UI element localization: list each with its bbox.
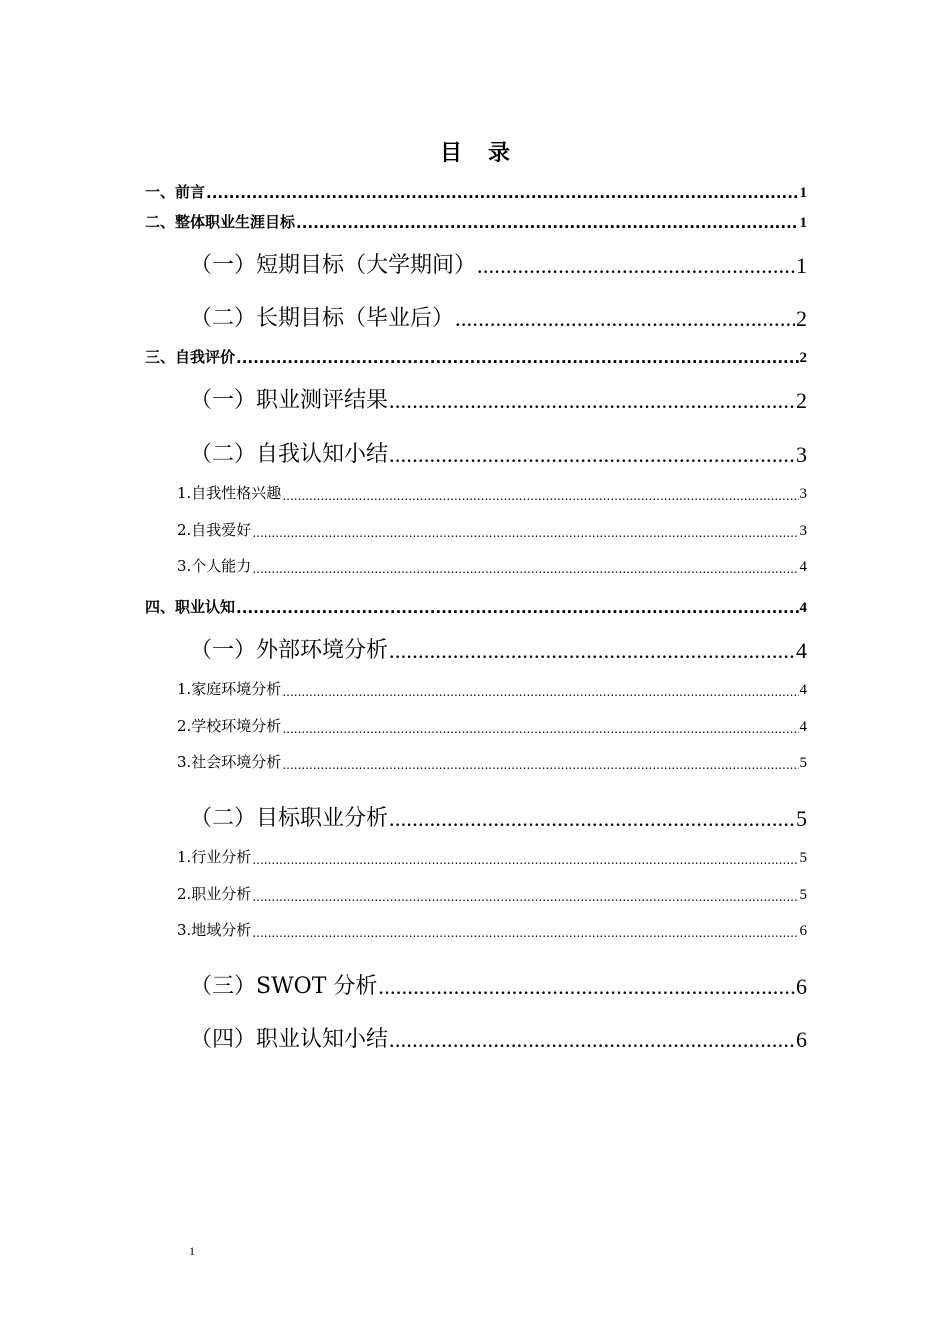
- toc-entry-label: 2.学校环境分析: [177, 717, 282, 735]
- toc-entry-page: 5: [796, 806, 807, 831]
- toc-leader-dots: [389, 442, 795, 468]
- toc-entry[interactable]: [177, 846, 807, 867]
- toc-entry-label: （一）职业测评结果: [190, 388, 389, 413]
- toc-entry[interactable]: [190, 801, 807, 832]
- toc-entry[interactable]: [145, 211, 807, 232]
- toc-entry-label: 3.地域分析: [177, 921, 252, 939]
- toc-leader-dots: [389, 638, 795, 664]
- toc-entry-page: 1: [796, 253, 807, 278]
- toc-entry-page: 3: [799, 486, 807, 502]
- toc-entry[interactable]: [177, 678, 807, 699]
- toc-entry-page: 6: [796, 974, 807, 999]
- toc-entry-page: 1: [799, 185, 807, 201]
- toc-leader-dots: [282, 722, 798, 736]
- toc-entry-page: 5: [799, 755, 807, 771]
- toc-leader-dots: [455, 306, 795, 332]
- toc-entry-page: 4: [799, 719, 807, 735]
- toc-entry[interactable]: [177, 519, 807, 540]
- toc-entry[interactable]: [190, 633, 807, 664]
- toc-leader-dots: [252, 926, 798, 940]
- toc-entry[interactable]: [177, 482, 807, 503]
- toc-title: [0, 136, 950, 167]
- toc-entry-page: 2: [796, 306, 807, 331]
- toc-entry[interactable]: [145, 181, 807, 202]
- toc-entry-label: （二）目标职业分析: [190, 806, 389, 831]
- toc-entry-page: 6: [796, 1027, 807, 1052]
- toc-leader-dots: [252, 890, 798, 904]
- toc-entry-label: （一）外部环境分析: [190, 638, 389, 663]
- toc-entry[interactable]: [145, 596, 807, 617]
- toc-entry-page: 5: [799, 850, 807, 866]
- toc-entry-label: （一）短期目标（大学期间）: [190, 253, 477, 278]
- toc-leader-dots: [389, 1027, 795, 1053]
- toc-entry[interactable]: [177, 555, 807, 576]
- toc-entry-page: 4: [799, 682, 807, 698]
- toc-entry[interactable]: [177, 919, 807, 940]
- toc-leader-dots: [477, 253, 795, 279]
- toc-leader-dots: [252, 562, 798, 576]
- toc-title-part2: 录: [488, 140, 511, 166]
- toc-entry-label: （二）长期目标（毕业后）: [190, 306, 455, 331]
- toc-entry[interactable]: [190, 301, 807, 332]
- toc-entry-label: 1.家庭环境分析: [177, 680, 282, 698]
- toc-entry-label: 二、整体职业生涯目标: [145, 213, 296, 231]
- toc-leader-dots: [252, 526, 798, 540]
- toc-entry-page: 4: [799, 600, 807, 616]
- toc-title-part1: 目: [439, 140, 462, 166]
- toc-entry-label: （二）自我认知小结: [190, 442, 389, 467]
- toc-leader-dots: [282, 685, 798, 699]
- toc-entry-label: 一、前言: [145, 183, 206, 201]
- toc-leader-dots: [206, 184, 798, 202]
- toc-entry-label: 2.职业分析: [177, 885, 252, 903]
- toc-entry-page: 6: [799, 923, 807, 939]
- toc-entry-page: 2: [796, 388, 807, 413]
- toc-leader-dots: [389, 806, 795, 832]
- toc-entry-label: 1.行业分析: [177, 848, 252, 866]
- toc-leader-dots: [236, 599, 798, 617]
- toc-entry-label: 三、自我评价: [145, 348, 236, 366]
- toc-leader-dots: [296, 214, 798, 232]
- toc-entry[interactable]: [190, 969, 807, 1000]
- toc-entry-page: 2: [799, 350, 807, 366]
- toc-entry-label: （三）SWOT 分析: [190, 974, 378, 999]
- toc-leader-dots: [236, 349, 798, 367]
- toc-entry-label: 1.自我性格兴趣: [177, 484, 282, 502]
- footer-page-number: 1: [189, 1244, 195, 1258]
- toc-entry[interactable]: [190, 248, 807, 279]
- toc-entry-page: 3: [799, 523, 807, 539]
- toc-entry[interactable]: [190, 383, 807, 414]
- toc-entry-label: 2.自我爱好: [177, 521, 252, 539]
- toc-entry[interactable]: [145, 346, 807, 367]
- toc-entry[interactable]: [177, 883, 807, 904]
- toc-entry-label: 四、职业认知: [145, 598, 236, 616]
- toc-entry-label: 3.社会环境分析: [177, 753, 282, 771]
- toc-entry-label: （四）职业认知小结: [190, 1027, 389, 1052]
- toc-leader-dots: [282, 758, 798, 772]
- toc-entry-page: 1: [799, 215, 807, 231]
- toc-leader-dots: [389, 388, 795, 414]
- toc-entry[interactable]: [190, 437, 807, 468]
- toc-entry[interactable]: [177, 751, 807, 772]
- toc-entry-page: 5: [799, 887, 807, 903]
- toc-entry-page: 3: [796, 442, 807, 467]
- toc-entry-page: 4: [799, 559, 807, 575]
- toc-leader-dots: [252, 853, 798, 867]
- toc-entry-page: 4: [796, 638, 807, 663]
- toc-entry-label: 3.个人能力: [177, 557, 252, 575]
- toc-leader-dots: [282, 489, 798, 503]
- toc-leader-dots: [378, 974, 795, 1000]
- toc-entry[interactable]: [190, 1022, 807, 1053]
- toc-entry[interactable]: [177, 715, 807, 736]
